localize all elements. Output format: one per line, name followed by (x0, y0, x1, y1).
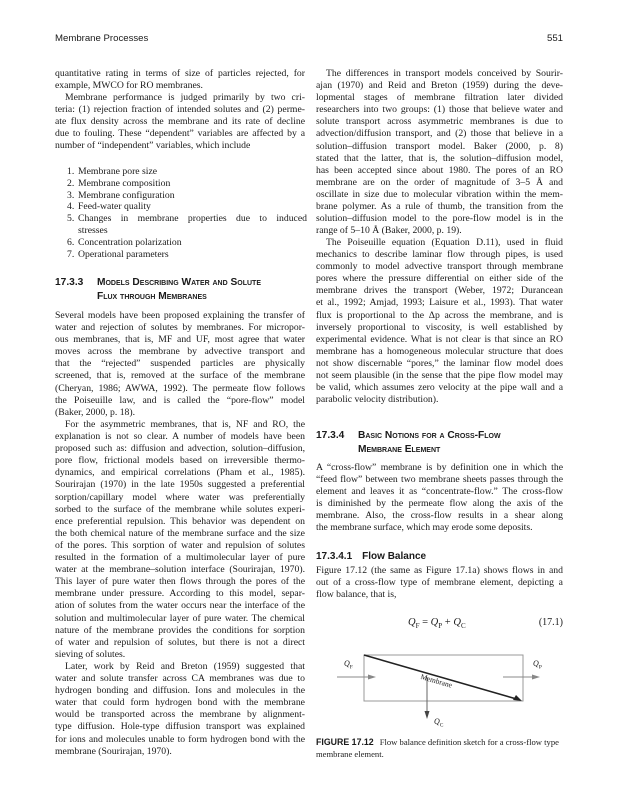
section-number: 17.3.3 (55, 277, 84, 288)
text-line: et al., 1992; Amjad, 1993; Laisure et al., 1993). That water (316, 297, 563, 309)
text-line: ajan (1970) and Reid and Breton (1959) during the deve- (316, 80, 563, 92)
text-line: nature of the membrane provides the conditions for sorption (55, 624, 305, 636)
text-line: sorbed to the surface of the membrane while solutes experi- (55, 503, 305, 515)
text-line: is diminished by the permeate flow along the axis of the (316, 498, 563, 510)
membrane-arrowhead (513, 695, 522, 701)
text-line: of the pores. This sorption of water and repulsion of solutes (55, 539, 305, 551)
feed-flow-label: $Q_F$ (344, 659, 353, 671)
text-line: teria: (1) rejection fraction of intended solutes and (2) perme- (55, 104, 305, 116)
list-item: 7. Operational parameters (67, 248, 169, 260)
text-line: proposed such as: diffusion and advection, solution–diffusion, (55, 443, 305, 455)
text-line: water at the membrane–solution interface (Sourirajan, 1970). (55, 564, 305, 576)
text-line: ate flux density across the membrane and its rate of decline (55, 116, 305, 128)
text-line: example, MWCO for RO membranes. (55, 80, 203, 92)
flow-diagram (330, 645, 560, 735)
text-line: number of “independent” variables, which include (55, 140, 251, 152)
text-line: not show discernable “pores,” the laminar flow model does (316, 357, 563, 369)
text-line: of water and repulsion of solutes, but there is not a direct (55, 636, 305, 648)
text-line: Sourirajan (1970) in the late 1950s suggested a preferential (55, 479, 305, 491)
text-line: The Poiseuille equation (Equation D.11), used in fluid (326, 237, 563, 248)
paragraph (55, 419, 305, 661)
text-line: that the “rejected” suspended particles are physically (55, 358, 305, 370)
paragraph (55, 661, 305, 758)
concentrate-flow-label: $Q_C$ (434, 717, 444, 729)
text-line: water that could form hydrogen bond with the membrane (55, 697, 305, 709)
text-line: ation of solutes from the water occurs near the interface of the (55, 600, 305, 612)
text-line: flow balance, that is, (316, 589, 397, 601)
text-line: Figure 17.12 (the same as Figure 17.1a) shows flows in and (316, 565, 563, 576)
text-line: mechanics to describe laminar flow through pipes, is used (316, 249, 563, 261)
text-line: hydrogen bonding and diffusion. Ions and molecules in the (55, 685, 305, 697)
text-line: pore flow, frictional models based on irreversible thermo- (55, 455, 305, 467)
paragraph (55, 68, 305, 92)
paragraph (316, 237, 563, 406)
feed-arrowhead (368, 675, 376, 680)
text-line: membrane drives the transport (Weber, 1972; Durancean (316, 285, 563, 297)
text-line: dynamics, and empirical correlations (Pham et al., 1985). (55, 467, 305, 479)
text-line: parabolic velocity distribution). (316, 394, 439, 406)
text-line: not seem plausible (in the sense that the pipe flow model may (316, 370, 563, 382)
text-line: water and solute transfer across CA membranes was due to (55, 673, 305, 685)
variables-list (67, 166, 307, 260)
text-line: solute transport across asymmetric membranes is due to (316, 116, 563, 128)
permeate-arrowhead (532, 675, 540, 680)
paragraph (55, 92, 305, 152)
text-line: advection/diffusion transport, and (2) those that believe in a (316, 128, 563, 140)
text-line: the both chemical nature of the membrane surface and the size (55, 527, 305, 539)
text-line: Later, work by Reid and Breton (1959) suggested that (65, 661, 305, 672)
text-line: flux is proportional to the Δp across the membrane, and is (316, 309, 563, 321)
text-line: Membrane performance is judged primarily by two cri- (65, 92, 305, 103)
text-line: “feed flow” between two membrane sheets passes through the (316, 474, 563, 486)
list-item: 1. Membrane pore size (67, 166, 158, 177)
concentrate-arrowhead (425, 711, 430, 719)
text-line: be valid, which assumes zero velocity at the pipe wall and a (316, 382, 563, 394)
text-line: The differences in transport models conceived by Sourir- (326, 68, 563, 79)
list-item: 5. Changes in membrane properties due to induced stresses (67, 213, 307, 236)
text-line: This layer of pure water then flows through the pores of the (55, 576, 305, 588)
subsection-heading: 17.3.4.1 Flow Balance (316, 551, 427, 562)
text-line: membrane (Sourirajan, 1970). (55, 745, 172, 757)
figure-caption: FIGURE 17.12 Flow balance definition sketch for a cross-flow type membrane element. (316, 737, 559, 759)
section-heading: 17.3.3 Models Describing Water and Solute Flux through Membranes (55, 277, 262, 302)
text-line: pores where the pressure differential on either side of the (316, 273, 563, 285)
text-line: For the asymmetric membranes, that is, NF and RO, the (65, 419, 305, 430)
running-header-title: Membrane Processes (55, 33, 149, 44)
membrane-label: Membrane (419, 672, 454, 690)
text-line: the Poiseuille law, and is called the “pore-flow” model (55, 394, 305, 406)
text-line: has been accepted since about 1980. The pores of an RO (316, 164, 563, 176)
text-line: commonly to model advective transport through membrane (316, 261, 563, 273)
list-item: 4. Feed-water quality (67, 201, 151, 213)
text-line: brane polymer. As a rule of thumb, the transition from the (316, 201, 563, 213)
text-line: explanation is not so clear. A number of models have been (55, 431, 305, 443)
equation-number: (17.1) (538, 617, 563, 628)
section-heading: 17.3.4 Basic Notions for a Cross-Flow Membrane Element (316, 430, 501, 455)
text-line: oscillate in size due to molecular vibration within the mem- (316, 188, 563, 200)
list-item: 3. Membrane configuration (67, 189, 175, 201)
text-line: would be transported across the membrane by alignment- (55, 709, 305, 721)
page-number: 551 (546, 33, 563, 44)
text-line: A “cross-flow” membrane is by definition one in which the (316, 462, 563, 473)
text-line: quantitative rating in terms of size of particles rejected, for (55, 68, 305, 79)
text-line: element and leaves it as “concentrate-flow.” The cross-flow (316, 486, 563, 498)
text-line: out of a cross-flow type of membrane element, depicting a (316, 577, 563, 589)
text-line: membrane. Also, the cross-flow results in a shear along (316, 510, 563, 522)
text-line: water and rejection of solutes by membranes. For micropor- (55, 322, 305, 334)
text-line: resulted in the formation of a multimolecular layer of pure (55, 552, 305, 564)
text-line: the membrane surface, which may erode some deposits. (316, 522, 533, 534)
text-line: ous membranes, that is, MF and UF, most agree that water (55, 334, 305, 346)
text-line: range of 5–10 Å (Baker, 2000, p. 19). (316, 225, 462, 237)
text-line: (Baker, 2000, p. 18). (55, 406, 136, 418)
text-line: experimental evidence. What is not clear is that since an RO (316, 333, 563, 345)
text-line: screened, that is, removed at the surface of the membrane (55, 370, 305, 382)
list-item: 6. Concentration polarization (67, 236, 182, 248)
text-line: ence preferential repulsion. This behavior was dependent on (55, 515, 305, 527)
figure-label: FIGURE 17.12 (316, 737, 374, 747)
text-line: (Cheryan, 1986; AWWA, 1992). The permeate flow follows (55, 382, 305, 394)
text-line: solution and multimolecular layer of pure water. The chemical (55, 612, 305, 624)
paragraph (316, 68, 563, 237)
text-line: Several models have been proposed explaining the transfer of (55, 310, 305, 321)
text-line: membrane under pressure. According to this model, separ- (55, 588, 305, 600)
text-line: researchers into two groups: (1) those that believe water and (316, 104, 563, 116)
text-line: stated that the latter, that is, the solution–diffusion model, (316, 152, 563, 164)
text-line: for ions and molecules unable to form hydrogen bond with the (55, 733, 305, 745)
list-item: 2. Membrane composition (67, 177, 171, 189)
permeate-flow-label: $Q_P$ (533, 659, 542, 671)
text-line: solution–diffusion transport model. Baker (2000, p. 8) (316, 140, 563, 152)
section-number: 17.3.4 (316, 430, 345, 441)
text-line: membrane has a homogeneous molecular structure that does (316, 345, 563, 357)
text-line: inversely proportional to viscosity, is well established by (316, 321, 563, 333)
text-line: sorption/capillary model where water was preferentially (55, 491, 305, 503)
text-line: due to fouling. These “dependent” variables are affected by a (55, 128, 305, 140)
equation: $Q_F = Q_P + Q_C$ (408, 617, 466, 631)
text-line: membrane are on the order of magnitude of 3–5 Å and (316, 176, 563, 188)
text-line: solution–diffusion model to the pore-flow model is in the (316, 213, 563, 225)
paragraph (316, 462, 563, 535)
paragraph (316, 565, 563, 601)
paragraph (55, 310, 305, 419)
flow-balance-figure (330, 645, 560, 735)
text-line: moves across the membrane by advective transport and (55, 346, 305, 358)
text-line: lopmental stages of membrane filtration later divided (316, 92, 563, 104)
text-line: sieving of solutes. (55, 648, 126, 660)
text-line: type diffusion. Hole-type diffusion transport was explained (55, 721, 305, 733)
